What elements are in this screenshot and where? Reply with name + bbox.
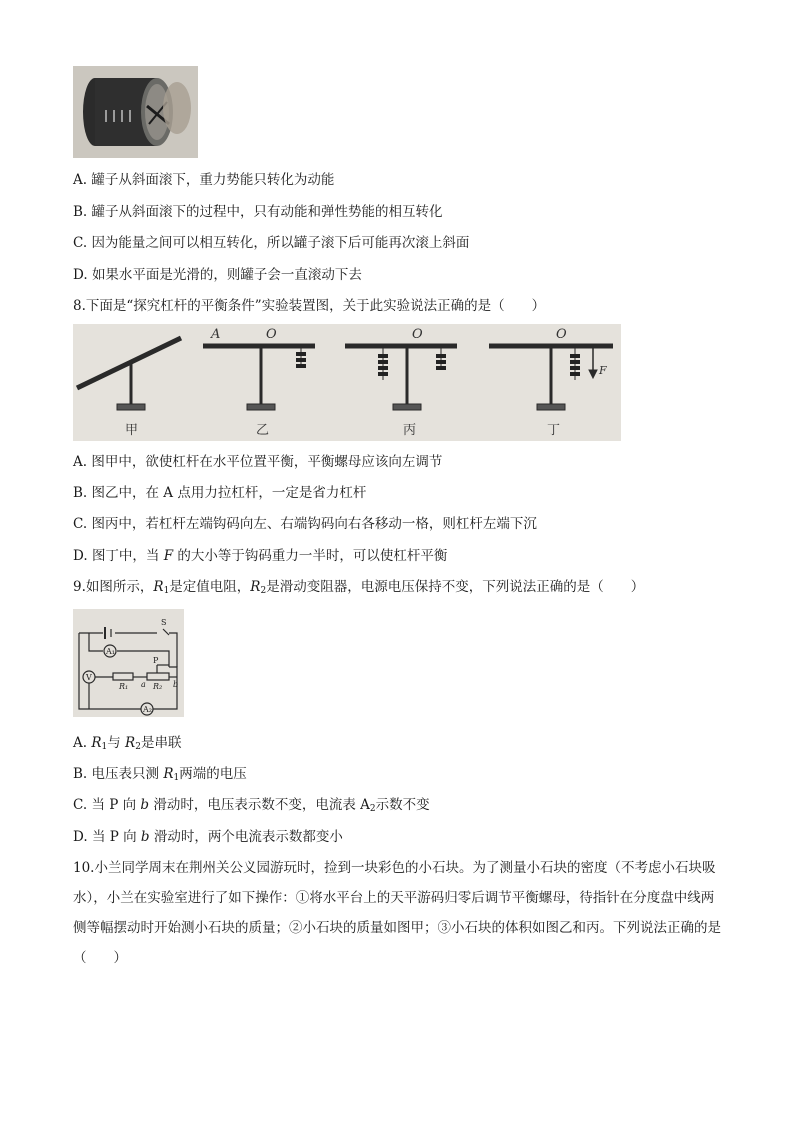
q7-option-d: D. 如果水平面是光滑的，则罐子会一直滚动下去 <box>73 267 362 283</box>
ammeter-a2-label: A₂ <box>143 705 152 714</box>
q8-option-c: C. 图丙中，若杠杆左端钩码向左、右端钩码向右各移动一格，则杠杆左端下沉 <box>73 516 537 532</box>
fig-label-bing: 丙 <box>403 423 417 438</box>
terminal-a-label: a <box>141 680 146 689</box>
lever-experiment-figure <box>73 324 621 441</box>
q9-option-d: D. 当 P 向 b 滑动时，两个电流表示数都变小 <box>73 829 343 845</box>
q9-option-a: A. $R_1$与 $R_2$是串联 <box>73 735 182 752</box>
resistor-r1-label: R₁ <box>119 682 129 691</box>
switch-label: S <box>161 618 167 627</box>
q7-option-b: B. 罐子从斜面滚下的过程中，只有动能和弹性势能的相互转化 <box>73 204 443 220</box>
q8-option-b: B. 图乙中，在 A 点用力拉杠杆，一定是省力杠杆 <box>73 485 367 501</box>
fig-label-o-yi: O <box>266 327 277 342</box>
voltmeter-label: V <box>86 673 92 682</box>
circuit-diagram <box>73 609 184 717</box>
q8-option-a: A. 图甲中，欲使杠杆在水平位置平衡，平衡螺母应该向左调节 <box>73 454 443 470</box>
slider-p-label: P <box>153 656 159 665</box>
rolling-can-photo <box>73 66 198 158</box>
q10-stem: 10.小兰同学周末在荆州关公义园游玩时，捡到一块彩色的小石块。为了测量小石块的密度（不考虑小石块吸水），小兰在实验室进行了如下操作：①将水平台上的天平游码归零后调节平衡螺母，待指针在分度盘中线两侧等幅摆动时开始测小石块的质量；②小石块的质量如图甲；③小石块的体积如图乙和丙。下列说法正确的是（ ） <box>73 860 721 966</box>
fig-label-ding: 丁 <box>547 423 561 438</box>
fig-label-a-point: A <box>211 327 221 342</box>
fig-label-o-ding: O <box>556 327 567 342</box>
fig-label-yi: 乙 <box>256 423 270 438</box>
terminal-b-label: b <box>173 680 179 689</box>
q9-option-c: C. 当 P 向 b 滑动时，电压表示数不变，电流表 $A_2$示数不变 <box>73 797 430 814</box>
fig-label-o-bing: O <box>412 327 423 342</box>
ammeter-a1-label: A₁ <box>106 647 115 656</box>
fig-label-force-f: F <box>599 364 607 377</box>
q7-option-c: C. 因为能量之间可以相互转化，所以罐子滚下后可能再次滚上斜面 <box>73 235 470 251</box>
resistor-r2-label: R₂ <box>153 682 163 691</box>
fig-label-jia: 甲 <box>125 423 139 438</box>
q8-stem: 8.下面是“探究杠杆的平衡条件”实验装置图，关于此实验说法正确的是（ ） <box>73 298 546 314</box>
q7-option-a: A. 罐子从斜面滚下，重力势能只转化为动能 <box>73 172 335 188</box>
q9-stem: 9.如图所示，$R_1$是定值电阻，$R_2$是滑动变阻器，电源电压保持不变，下列说法正确的是（ ） <box>73 579 645 596</box>
q9-option-b: B. 电压表只测 $R_1$两端的电压 <box>73 766 247 783</box>
q8-option-d: D. 图丁中，当 F 的大小等于钩码重力一半时，可以使杠杆平衡 <box>73 548 448 564</box>
